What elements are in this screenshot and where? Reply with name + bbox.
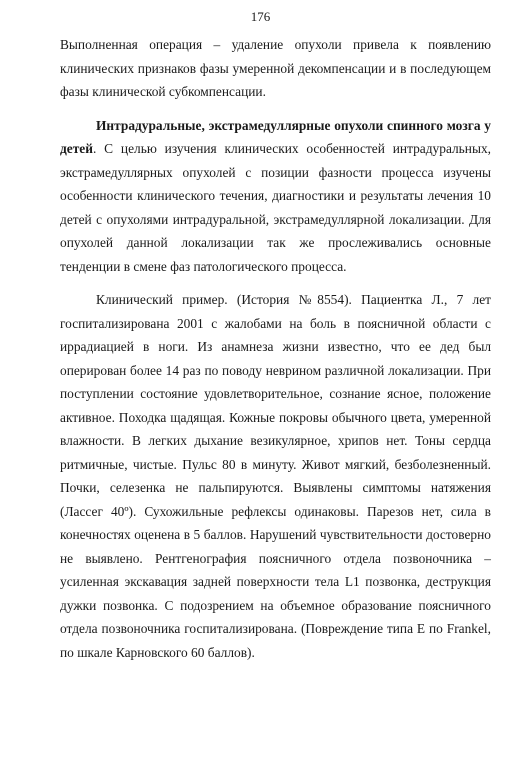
paragraph-conclusion: Выполненная операция – удаление опухоли привела к появлению клинических признаков фазы умеренной декомпенсации и в последующем фазы клинической субкомпенсации. <box>60 37 491 99</box>
document-body <box>60 33 491 674</box>
section-lead-heading: Интрадуральные, экстрамедуллярные опухоли спинного мозга у детей <box>60 117 491 156</box>
paragraph-intradural-tumors <box>60 114 491 279</box>
section-lead-body: . С целью изучения клинических особенностей интрадуральных, экстрамедуллярных опухолей с позиции фазности процесса изучены особенности клинического течения, диагностики и результаты лечения 10 детей с опухолями интрадуральной, экстрамедуллярной локализации. Для опухолей данной локализации так же прослеживались основные тенденции в смене фаз патологического процесса. <box>60 141 491 274</box>
paragraph-clinical-example: Клинический пример. (История №8554). Пациентка Л., 7 лет госпитализирована 2001 с жалобами на боль в поясничной области с иррадиацией в ноги. Из анамнеза жизни известно, что ее дед был оперирован более 14 раз по поводу неврином различной локализации. При поступлении состояние удовлетворительное, сознание ясное, положение активное. Походка щадящая. Кожные покровы обычного цвета, умеренной влажности. В легких дыхание везикулярное, хрипов нет. Тоны сердца ритмичные, чистые. Пульс 80 в минуту. Живот мягкий, безболезненный. Почки, селезенка не пальпируются. Выявлены симптомы натяжения (Лассег 40º). Сухожильные рефлексы одинаковы. Парезов нет, сила в конечностях оценена в 5 баллов. Нарушений чувствительности достоверно не выявлено. Рентгенография поясничного отдела позвоночника – усиленная экскавация задней поверхности тела L1 позвонка, деструкция дужки позвонка. С подозрением на объемное образование поясничного отдела позвоночника госпитализирована. (Повреждение типа Е по Frankel, по шкале Карновского 60 баллов). <box>60 292 491 660</box>
page-number: 176 <box>250 9 271 24</box>
